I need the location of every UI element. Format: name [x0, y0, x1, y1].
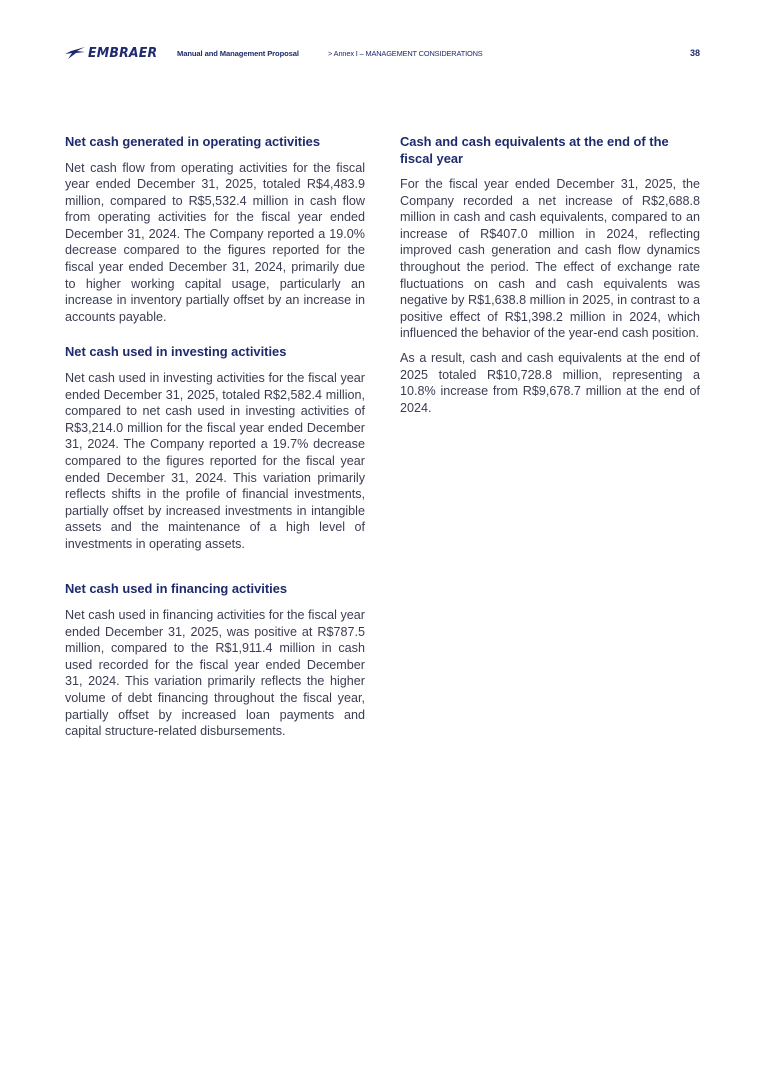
- logo-wordmark: EMBRAER: [88, 44, 158, 61]
- section-body: Net cash used in financing activities for the fiscal year ended December 31, 2025, was positive at R$787.5 million, compared to the R$1,911.4 million in cash used recorded for the fiscal year ended December 31, 2024. This variation primarily reflects the higher volume of debt financing throughout the fiscal year, partially offset by increased loan payments and capital structure-related disbursements.: [65, 607, 365, 739]
- section-heading: Cash and cash equivalents at the end of the fiscal year: [400, 134, 669, 166]
- section-body: As a result, cash and cash equivalents at the end of 2025 totaled R$10,728.8 million, representing a 10.8% increase from R$9,678.7 million at the end of 2024.: [400, 350, 700, 415]
- section-body: Net cash used in investing activities for the fiscal year ended December 31, 2025, totaled R$2,582.4 million, compared to net cash used in investing activities of R$3,214.0 million for the fiscal year ended December 31, 2024. The Company reported a 19.7% decrease compared to the figures reported for the fiscal year ended December 31, 2024. This variation primarily reflects shifts in the profile of financial investments, partially offset by increased investments in intangible assets and the maintenance of a high level of investments in operating assets.: [65, 370, 365, 551]
- embraer-logo: [64, 45, 157, 60]
- embraer-emblem-icon: [64, 46, 86, 60]
- section-heading: Net cash generated in operating activities: [65, 134, 321, 149]
- section-body: Net cash flow from operating activities for the fiscal year ended December 31, 2025, totaled R$4,483.9 million, compared to R$5,532.4 million in cash flow from operating activities for the fiscal year ended December 31, 2024. The Company reported a 19.0% decrease compared to the figures reported for the fiscal year ended December 31, 2024, primarily due to higher working capital usage, particularly an increase in inventory partially offset by an increase in accounts payable.: [65, 160, 365, 324]
- right-column: [400, 134, 700, 416]
- section-heading: Net cash used in financing activities: [65, 581, 288, 597]
- operating-activities-section: [65, 134, 365, 325]
- page-header: [64, 44, 702, 66]
- page-number: 38: [689, 48, 700, 58]
- section-body: For the fiscal year ended December 31, 2025, the Company recorded a net increase of R$2,688.8 million in cash and cash equivalents, compared to an increase of R$407.0 million in 2024, reflecting improved cash generation and cash flow dynamics throughout the period. The effect of exchange rate fluctuations on cash and cash equivalents was negative by R$1,638.8 million in 2025, in contrast to a positive effect of R$1,398.2 million in 2024, which influenced the behavior of the year-end cash position.: [400, 177, 700, 341]
- spacer: [65, 552, 365, 581]
- cash-end-of-year-section: [400, 134, 700, 416]
- document-title: Manual and Management Proposal: [177, 49, 299, 58]
- investing-activities-section: [65, 344, 365, 552]
- financing-activities-section: [65, 581, 365, 739]
- left-column: [65, 134, 365, 740]
- section-heading: Net cash used in investing activities: [65, 344, 287, 360]
- breadcrumb: > Annex I – MANAGEMENT CONSIDERATIONS: [328, 49, 483, 58]
- spacer: [65, 325, 365, 344]
